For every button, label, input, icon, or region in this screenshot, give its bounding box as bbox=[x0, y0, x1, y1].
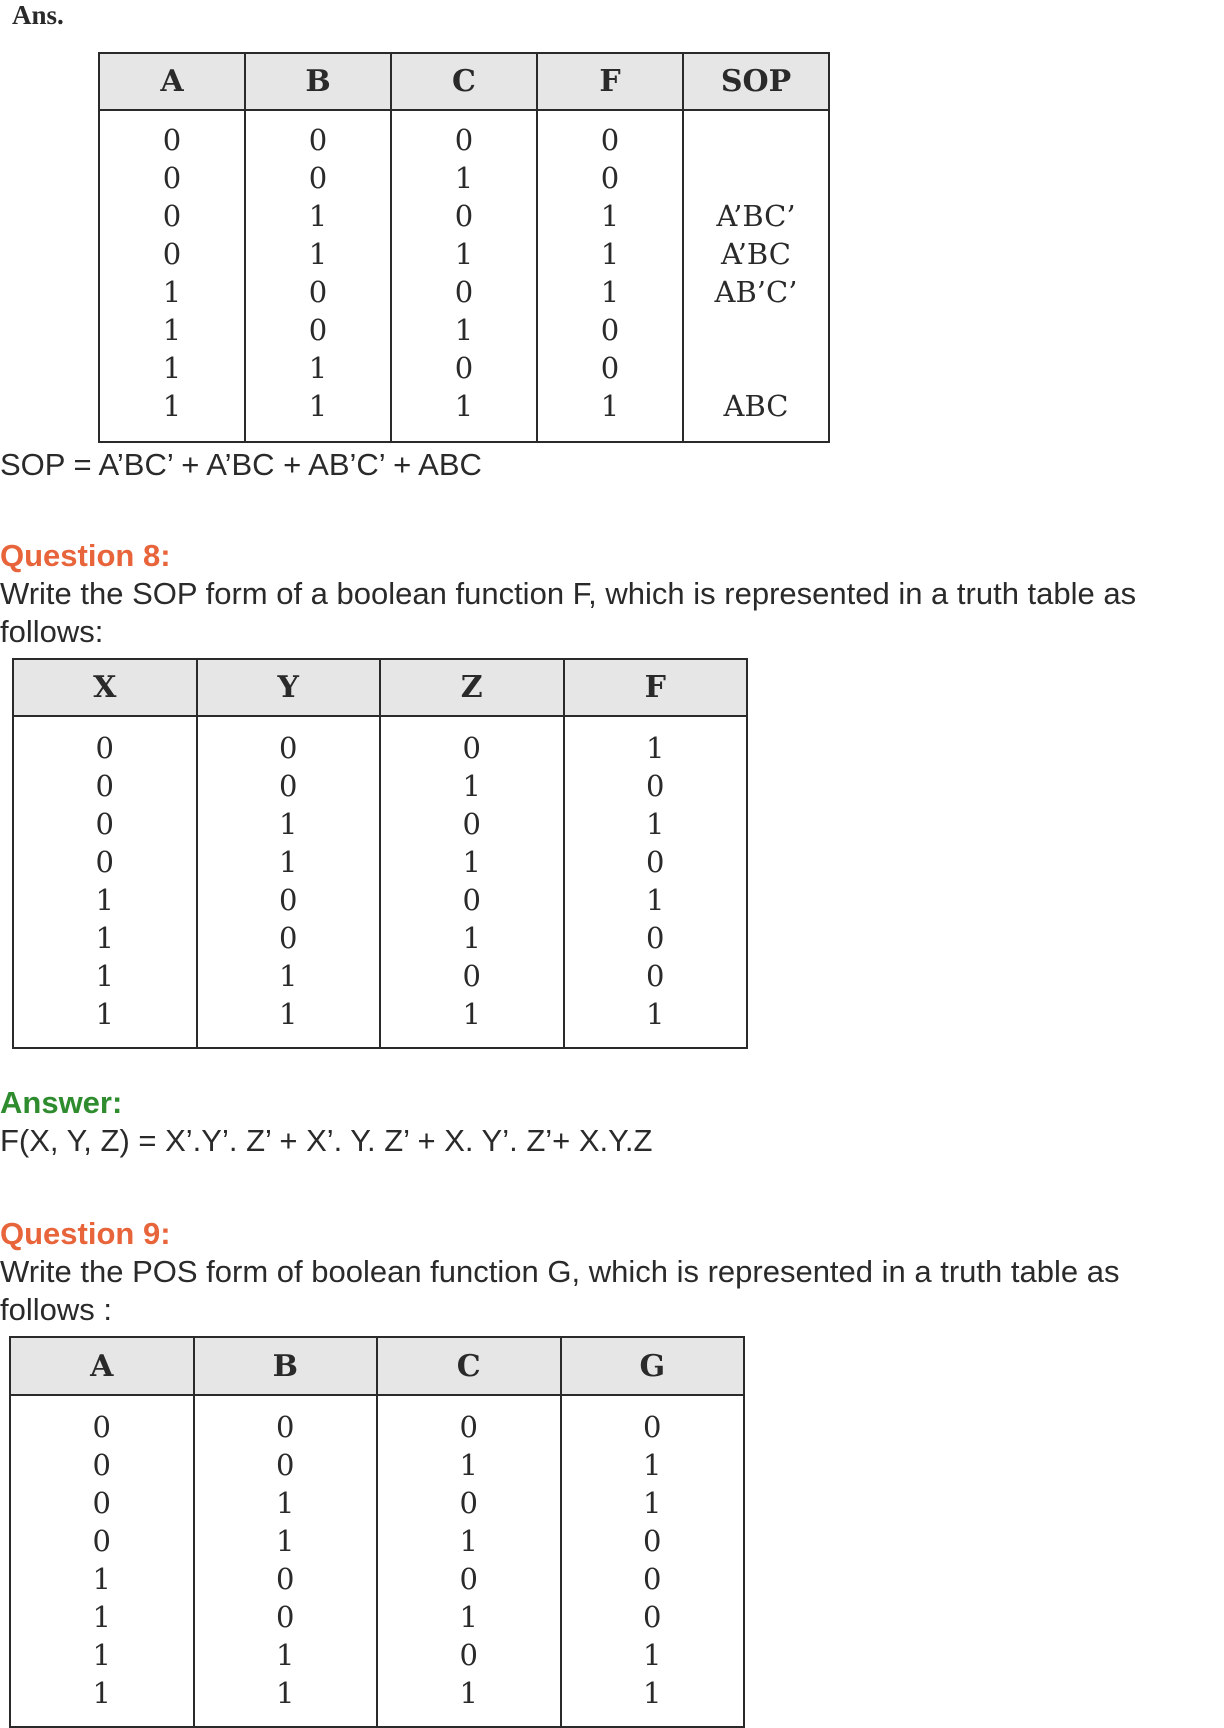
cell-value: 0 bbox=[95, 731, 114, 765]
column-header: X bbox=[13, 659, 197, 716]
cell-value: 1 bbox=[279, 845, 298, 879]
column-cell bbox=[683, 110, 829, 442]
cell-value: 0 bbox=[646, 845, 665, 879]
cell-value: 1 bbox=[308, 237, 328, 271]
cell-value: 1 bbox=[646, 731, 665, 765]
question-9-text: Write the POS form of boolean function G, which is represented in a truth table as bbox=[0, 1254, 1120, 1289]
table-body-row bbox=[13, 716, 747, 1048]
cell-value: 1 bbox=[95, 959, 114, 993]
sop-equation: SOP = A’BC’ + A’BC + AB’C’ + ABC bbox=[0, 447, 482, 482]
column-header: B bbox=[194, 1337, 378, 1395]
cell-value: 0 bbox=[279, 731, 298, 765]
cell-value: 1 bbox=[643, 1638, 662, 1672]
column-header: A bbox=[99, 53, 245, 110]
cell-value: 0 bbox=[162, 237, 182, 271]
column-cell bbox=[197, 716, 381, 1048]
cell-value: 1 bbox=[279, 807, 298, 841]
column-cell bbox=[561, 1395, 745, 1727]
cell-value: 0 bbox=[92, 1448, 111, 1482]
cell-value: 1 bbox=[276, 1676, 295, 1710]
cell-value bbox=[684, 349, 828, 387]
truth-table-q9 bbox=[9, 1336, 745, 1728]
column-header: Y bbox=[197, 659, 381, 716]
cell-value: 1 bbox=[459, 1524, 478, 1558]
cell-value: 0 bbox=[646, 921, 665, 955]
cell-value: A’BC bbox=[721, 237, 791, 271]
cell-value: AB’C’ bbox=[714, 275, 798, 309]
cell-value: 1 bbox=[95, 921, 114, 955]
cell-value: 0 bbox=[600, 161, 620, 195]
column-cell bbox=[377, 1395, 561, 1727]
table-body-row bbox=[10, 1395, 744, 1727]
cell-value: 0 bbox=[92, 1410, 111, 1444]
cell-value: 0 bbox=[276, 1600, 295, 1634]
cell-value bbox=[684, 311, 828, 349]
cell-value: 1 bbox=[600, 275, 620, 309]
cell-value: 0 bbox=[276, 1410, 295, 1444]
column-header: G bbox=[561, 1337, 745, 1395]
cell-value: 1 bbox=[646, 807, 665, 841]
cell-value: 0 bbox=[643, 1524, 662, 1558]
cell-value: 1 bbox=[162, 275, 182, 309]
cell-value: 0 bbox=[462, 807, 481, 841]
cell-value: 0 bbox=[643, 1410, 662, 1444]
column-cell bbox=[99, 110, 245, 442]
column-header: Z bbox=[380, 659, 564, 716]
question-9-text-cont: follows : bbox=[0, 1292, 112, 1327]
question-8-heading: Question 8: bbox=[0, 538, 171, 573]
column-cell bbox=[245, 110, 391, 442]
column-header: C bbox=[377, 1337, 561, 1395]
cell-value: 1 bbox=[643, 1486, 662, 1520]
cell-value: 0 bbox=[600, 123, 620, 157]
cell-value: 0 bbox=[276, 1562, 295, 1596]
cell-value: 1 bbox=[92, 1638, 111, 1672]
cell-value: 0 bbox=[279, 883, 298, 917]
answer-8-text: F(X, Y, Z) = X’.Y’. Z’ + X’. Y. Z’ + X. Y’. Z’+ X.Y.Z bbox=[0, 1123, 653, 1158]
cell-value: 1 bbox=[279, 997, 298, 1031]
cell-value: 1 bbox=[454, 389, 474, 423]
question-8-text: Write the SOP form of a boolean function F, which is represented in a truth table as bbox=[0, 576, 1137, 611]
cell-value: 1 bbox=[462, 845, 481, 879]
cell-value: 1 bbox=[276, 1486, 295, 1520]
cell-value: 0 bbox=[162, 199, 182, 233]
cell-value: 0 bbox=[162, 161, 182, 195]
cell-value: 0 bbox=[308, 313, 328, 347]
cell-value: 1 bbox=[454, 313, 474, 347]
cell-value: 0 bbox=[95, 807, 114, 841]
cell-value: 1 bbox=[454, 237, 474, 271]
column-cell bbox=[194, 1395, 378, 1727]
cell-value: 1 bbox=[92, 1562, 111, 1596]
truth-table-sop bbox=[98, 52, 830, 443]
cell-value: 0 bbox=[92, 1486, 111, 1520]
cell-value: 1 bbox=[308, 199, 328, 233]
column-cell bbox=[564, 716, 748, 1048]
cell-value: 0 bbox=[454, 351, 474, 385]
truth-table-q8 bbox=[12, 658, 748, 1049]
cell-value: 0 bbox=[643, 1600, 662, 1634]
cell-value: 0 bbox=[600, 313, 620, 347]
table-body-row bbox=[99, 110, 829, 442]
cell-value: 0 bbox=[462, 731, 481, 765]
cell-value: 1 bbox=[600, 237, 620, 271]
column-header: C bbox=[391, 53, 537, 110]
cell-value: 1 bbox=[162, 389, 182, 423]
column-header: F bbox=[564, 659, 748, 716]
cell-value: 1 bbox=[643, 1676, 662, 1710]
cell-value: 1 bbox=[462, 769, 481, 803]
cell-value: 0 bbox=[646, 769, 665, 803]
cell-value: 0 bbox=[454, 199, 474, 233]
column-cell bbox=[13, 716, 197, 1048]
cell-value: 0 bbox=[600, 351, 620, 385]
cell-value: 0 bbox=[454, 123, 474, 157]
cell-value: 0 bbox=[279, 921, 298, 955]
cell-value: 1 bbox=[462, 921, 481, 955]
cell-value: 1 bbox=[279, 959, 298, 993]
cell-value bbox=[684, 121, 828, 159]
question-9-heading: Question 9: bbox=[0, 1216, 171, 1251]
cell-value: 1 bbox=[454, 161, 474, 195]
cell-value: 1 bbox=[459, 1676, 478, 1710]
column-header: A bbox=[10, 1337, 194, 1395]
cell-value: 0 bbox=[308, 123, 328, 157]
cell-value: 1 bbox=[459, 1448, 478, 1482]
column-cell bbox=[537, 110, 683, 442]
column-cell bbox=[380, 716, 564, 1048]
cell-value: A’BC’ bbox=[716, 199, 796, 233]
cell-value: 1 bbox=[600, 199, 620, 233]
question-8-text-cont: follows: bbox=[0, 614, 104, 649]
table-header-row bbox=[99, 53, 829, 110]
cell-value: 1 bbox=[162, 351, 182, 385]
cell-value: 0 bbox=[459, 1410, 478, 1444]
cell-value: 0 bbox=[308, 275, 328, 309]
cell-value: 1 bbox=[600, 389, 620, 423]
cell-value: 1 bbox=[643, 1448, 662, 1482]
cell-value: 1 bbox=[95, 997, 114, 1031]
cell-value: 1 bbox=[92, 1676, 111, 1710]
cell-value: 1 bbox=[646, 883, 665, 917]
column-header: F bbox=[537, 53, 683, 110]
cell-value: 1 bbox=[92, 1600, 111, 1634]
cell-value: 0 bbox=[95, 845, 114, 879]
cell-value: 0 bbox=[92, 1524, 111, 1558]
column-cell bbox=[10, 1395, 194, 1727]
cell-value: ABC bbox=[723, 389, 789, 423]
cell-value: 0 bbox=[276, 1448, 295, 1482]
cell-value: 0 bbox=[459, 1562, 478, 1596]
column-header: B bbox=[245, 53, 391, 110]
table-header-row bbox=[13, 659, 747, 716]
cell-value: 1 bbox=[276, 1638, 295, 1672]
cell-value: 0 bbox=[643, 1562, 662, 1596]
column-cell bbox=[391, 110, 537, 442]
cell-value: 1 bbox=[308, 351, 328, 385]
cell-value: 1 bbox=[462, 997, 481, 1031]
cell-value: 0 bbox=[462, 959, 481, 993]
cell-value: 0 bbox=[459, 1486, 478, 1520]
cell-value: 1 bbox=[162, 313, 182, 347]
cell-value: 0 bbox=[646, 959, 665, 993]
ans-label: Ans. bbox=[12, 0, 64, 30]
cell-value: 0 bbox=[454, 275, 474, 309]
answer-8-heading: Answer: bbox=[0, 1085, 123, 1120]
cell-value bbox=[684, 159, 828, 197]
column-header: SOP bbox=[683, 53, 829, 110]
cell-value: 1 bbox=[95, 883, 114, 917]
cell-value: 0 bbox=[162, 123, 182, 157]
cell-value: 0 bbox=[462, 883, 481, 917]
cell-value: 0 bbox=[279, 769, 298, 803]
cell-value: 1 bbox=[276, 1524, 295, 1558]
cell-value: 1 bbox=[308, 389, 328, 423]
cell-value: 1 bbox=[459, 1600, 478, 1634]
cell-value: 1 bbox=[646, 997, 665, 1031]
table-header-row bbox=[10, 1337, 744, 1395]
cell-value: 0 bbox=[95, 769, 114, 803]
cell-value: 0 bbox=[308, 161, 328, 195]
cell-value: 0 bbox=[459, 1638, 478, 1672]
